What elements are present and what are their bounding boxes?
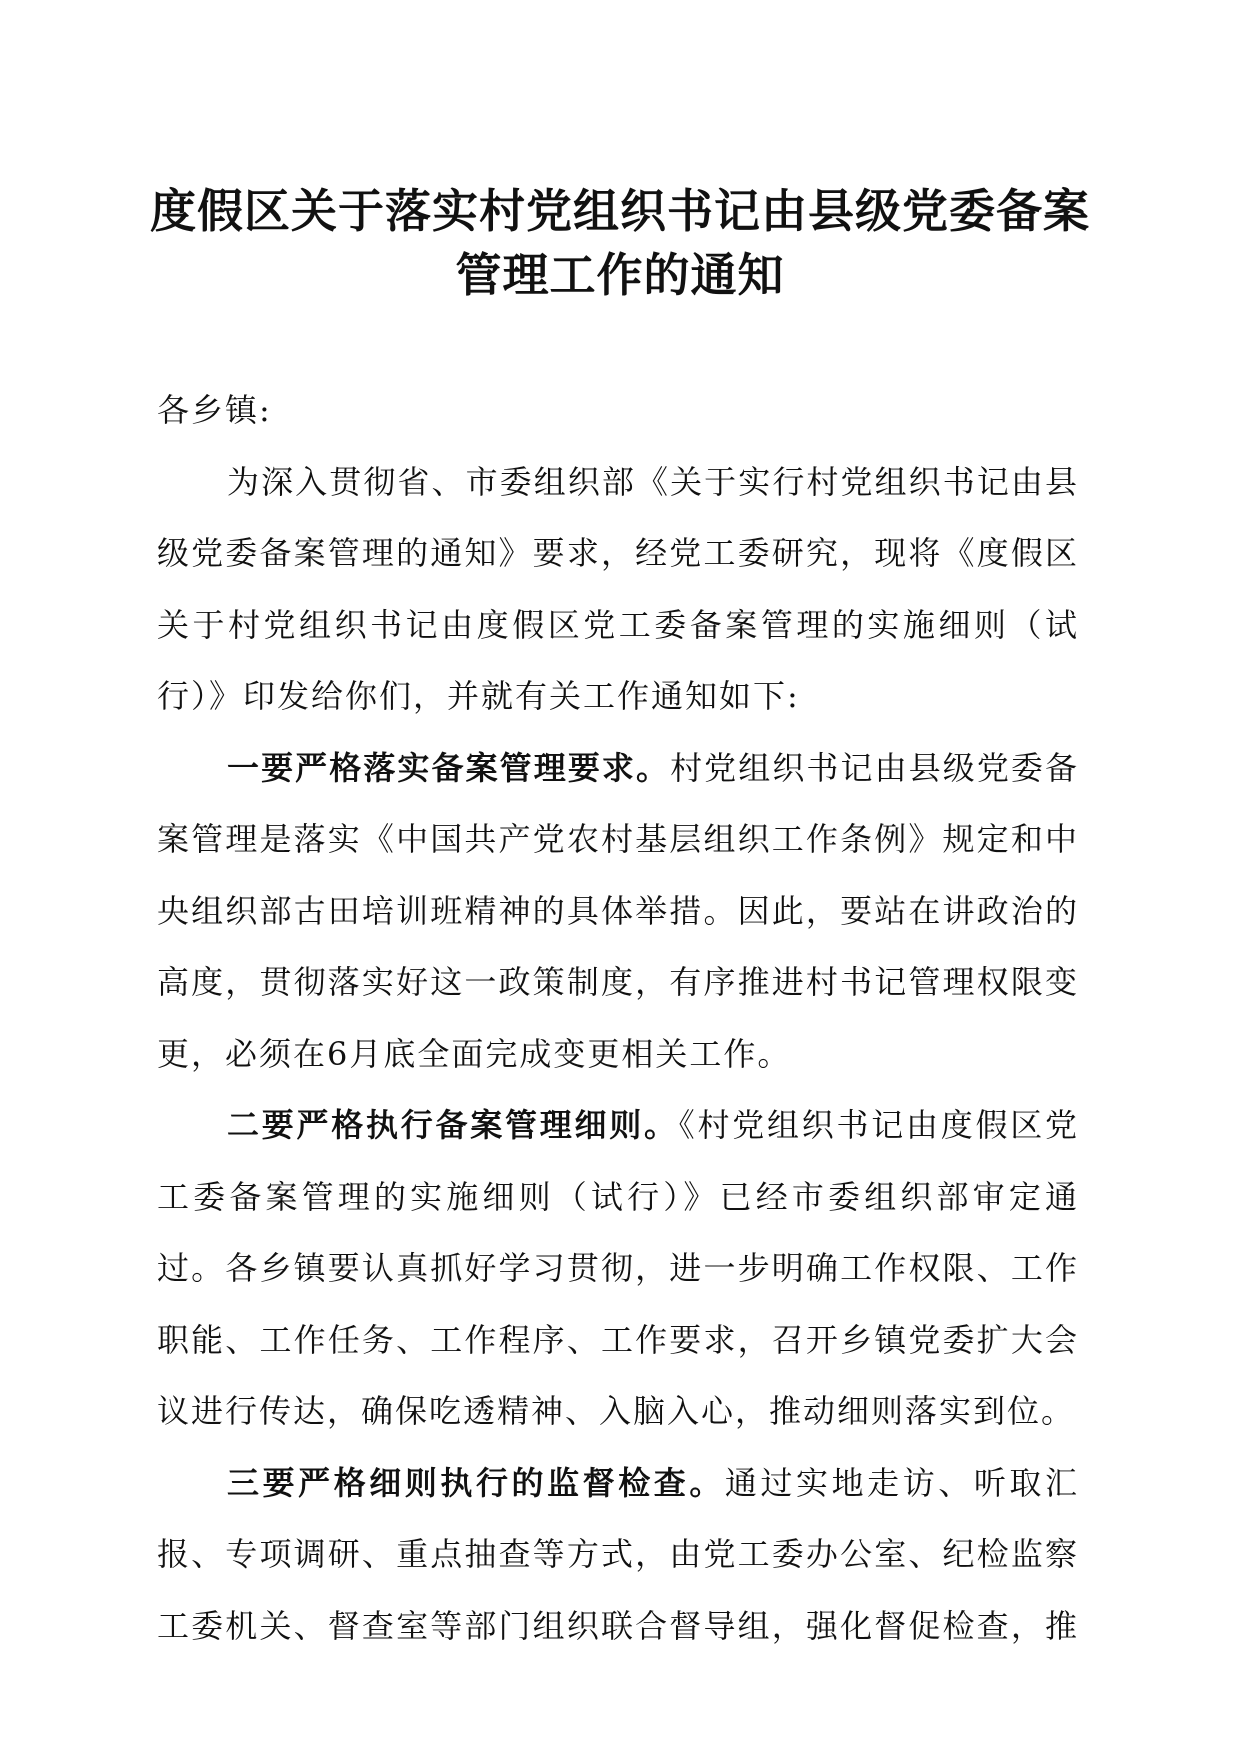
section-1-line-3: 央组织部古田培训班精神的具体举措。因此，要站在讲政治的 bbox=[157, 892, 1077, 930]
paragraph-1-line-4: 行）》印发给你们，并就有关工作通知如下: bbox=[157, 677, 800, 715]
paragraph-1-line-3: 关于村党组织书记由度假区党工委备案管理的实施细则（试 bbox=[157, 606, 1077, 644]
section-1-first-line bbox=[227, 749, 1077, 787]
section-3-first-line bbox=[227, 1464, 1077, 1502]
section-2-first-line bbox=[227, 1106, 1077, 1144]
section-2-heading: 二要严格执行备案管理细则。 bbox=[227, 1106, 679, 1144]
section-1-line-2: 案管理是落实《中国共产党农村基层组织工作条例》规定和中 bbox=[157, 820, 1077, 858]
paragraph-1-line-1: 为深入贯彻省、市委组织部《关于实行村党组织书记由县 bbox=[227, 463, 1077, 501]
section-1-line-5: 更，必须在6月底全面完成变更相关工作。 bbox=[157, 1035, 792, 1073]
paragraph-1-line-2: 级党委备案管理的通知》要求，经党工委研究，现将《度假区 bbox=[157, 534, 1077, 572]
document-title-line-2: 管理工作的通知 bbox=[455, 248, 785, 302]
section-2-first-line-text: 《村党组织书记由度假区党 bbox=[678, 1106, 1077, 1144]
section-2-line-2: 工委备案管理的实施细则（试行）》已经市委组织部审定通 bbox=[157, 1178, 1077, 1216]
section-2-line-4: 职能、工作任务、工作程序、工作要求，召开乡镇党委扩大会 bbox=[157, 1321, 1077, 1359]
section-2-line-3: 过。各乡镇要认真抓好学习贯彻，进一步明确工作权限、工作 bbox=[157, 1249, 1077, 1287]
section-3-line-3: 工委机关、督查室等部门组织联合督导组，强化督促检查，推 bbox=[157, 1607, 1077, 1645]
greeting: 各乡镇: bbox=[157, 391, 272, 429]
section-3-line-2: 报、专项调研、重点抽查等方式，由党工委办公室、纪检监察 bbox=[157, 1535, 1077, 1573]
document-title-line-1: 度假区关于落实村党组织书记由县级党委备案 bbox=[150, 184, 1090, 238]
section-1-first-line-text: 村党组织书记由县级党委备 bbox=[670, 749, 1077, 787]
section-2-line-5: 议进行传达，确保吃透精神、入脑入心，推动细则落实到位。 bbox=[157, 1392, 1076, 1430]
section-3-first-line-text: 通过实地走访、听取汇 bbox=[724, 1464, 1077, 1502]
section-1-heading: 一要严格落实备案管理要求。 bbox=[227, 749, 671, 787]
section-1-line-4: 高度，贯彻落实好这一政策制度，有序推进村书记管理权限变 bbox=[157, 963, 1077, 1001]
section-3-heading: 三要严格细则执行的监督检查。 bbox=[227, 1464, 725, 1502]
